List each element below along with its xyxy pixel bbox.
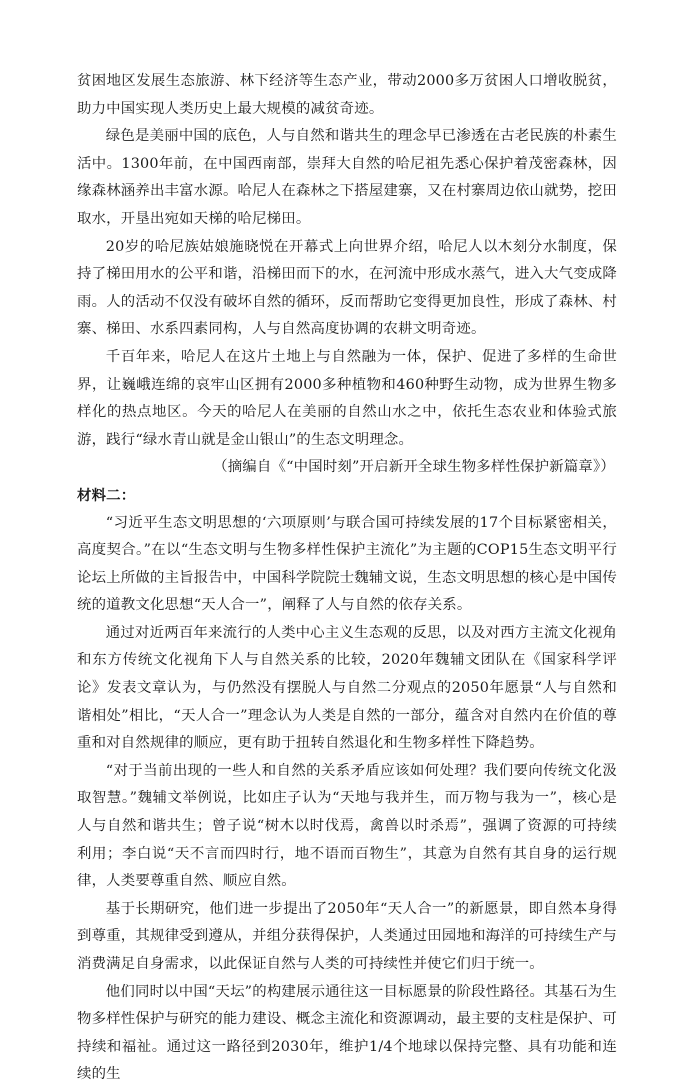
paragraph-six-principles: “习近平生态文明思想的‘六项原则’与联合国可持续发展的17个目标紧密相关，高度契合。”在以“生态文明与生物多样性保护主流化”为主题的COP15生态文明平行论坛上所做的主旨报告中，中国科学院院士魏辅文说，生态文明思想的核心是中国传统的道教文化思想“天人合一”，阐释了人与自然的依存关系。 [77,514,617,614]
paragraph-continuation: 贫困地区发展生态旅游、林下经济等生态产业，带动2000多万贫困人口增收脱贫，助力中国实现人类历史上最大规模的减贫奇迹。 [77,73,617,117]
paragraph-hani-girl: 20岁的哈尼族姑娘施晓悦在开幕式上向世界介绍，哈尼人以木刻分水制度，保持了梯田用水的公平和谐，沿梯田而下的水，在河流中形成水蒸气，进入大气变成降雨。人的活动不仅没有破坏自然的循环，反而帮助它变得更加良性，形成了森林、村寨、梯田、水系四素同构，人与自然高度协调的农耕文明奇迹。 [77,238,617,338]
paragraph-wisdom: “对于当前出现的一些人和自然的关系矛盾应该如何处理？我们要向传统文化汲取智慧。”魏辅文举例说，比如庄子认为“天地与我并生，而万物与我为一”，核心是人与自然和谐共生；曾子说“树木以时伐焉，禽兽以时杀焉”，强调了资源的可持续利用；李白说“天不言而四时行，地不语而百物生”，其意为自然有其自身的运行规律，人类要尊重自然、顺应自然。 [77,762,617,890]
document-page [77,68,617,1089]
paragraph-green-foundation: 绿色是美丽中国的底色，人与自然和谐共生的理念早已渗透在古老民族的朴素生活中。1300年前，在中国西南部，崇拜大自然的哈尼祖先悉心保护着茂密森林，因缘森林涵养出丰富水源。哈尼人在森林之下搭屋建寨，又在村寨周边依山就势，挖田取水，开垦出宛如天梯的哈尼梯田。 [77,128,617,227]
paragraph-new-vision: 基于长期研究，他们进一步提出了2050年“天人合一”的新愿景，即自然本身得到尊重，其规律受到遵从，并组分获得保护，人类通过田园地和海洋的可持续生产与消费满足自身需求，以此保证自然与人类的可持续性并使它们归于统一。 [77,900,617,972]
material-two-heading: 材料二： [77,486,136,504]
paragraph-thousand-years: 千百年来，哈尼人在这片土地上与自然融为一体，保护、促进了多样的生命世界，让巍峨连绵的哀牢山区拥有2000多种植物和460种野生动物，成为世界生物多样化的热点地区。今天的哈尼人在美丽的自然山水之中，依托生态农业和体验式旅游，践行“绿水青山就是金山银山”的生态文明理念。 [77,348,617,448]
source-citation: （摘编自《“中国时刻”开启新开全球生物多样性保护新篇章》） [213,459,615,476]
paragraph-reflection: 通过对近两百年来流行的人类中心主义生态观的反思，以及对西方主流文化视角和东方传统文化视角下人与自然关系的比较，2020年魏辅文团队在《国家科学评论》发表文章认为，与仍然没有摆脱人与自然二分观点的2050年愿景“人与自然和谐相处”相比，“天人合一”理念认为人类是自然的一部分，蕴含对自然内在价值的尊重和对自然规律的顺应，更有助于扭转自然退化和生物多样性下降趋势。 [77,624,617,752]
paragraph-temple-path: 他们同时以中国“天坛”的构建展示通往这一目标愿景的阶段性路径。其基石为生物多样性保护与研究的能力建设、概念主流化和资源调动，最主要的支柱是保护、可持续和福祉。通过这一路径到2030年，维护1/4个地球以保持完整、具有功能和连续的生 [77,983,617,1083]
